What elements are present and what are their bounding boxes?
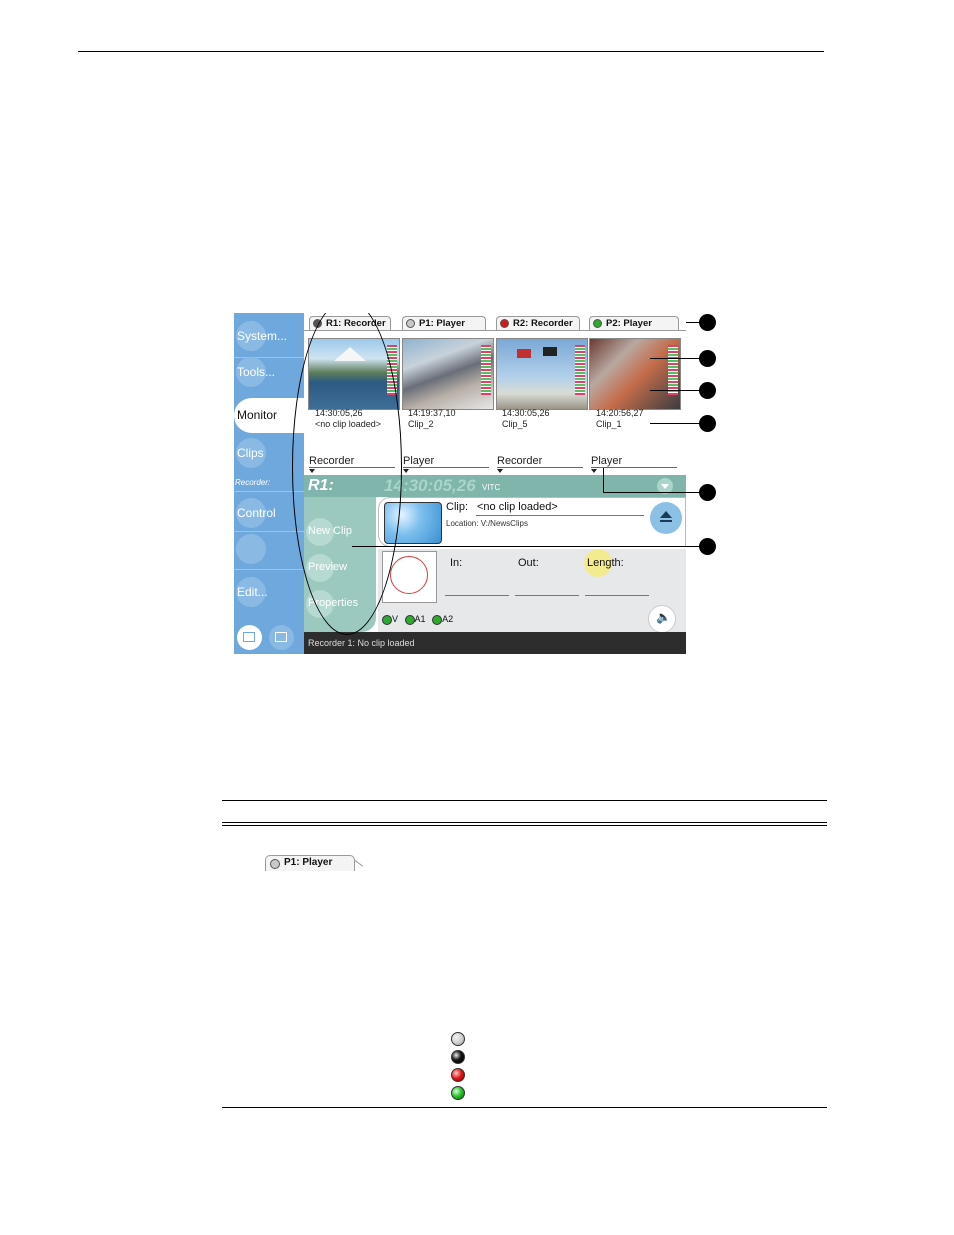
nav-edit-label: Edit... (237, 585, 268, 599)
layout-multi-button[interactable] (237, 625, 262, 650)
red-led-icon (451, 1068, 465, 1082)
preview-label: Preview (308, 561, 348, 573)
track-label: A1 (414, 614, 426, 624)
channel-clip-name: Clip_2 (408, 419, 434, 429)
nav-edit-button[interactable] (234, 574, 304, 610)
video-thumbnail[interactable] (589, 338, 681, 410)
track-label: A2 (442, 614, 454, 624)
callout-leader (352, 546, 700, 547)
table-top-rule (222, 800, 827, 801)
track-led-icon (405, 615, 415, 625)
layout-single-button[interactable] (269, 625, 294, 650)
nav-tools-label: Tools... (237, 365, 276, 379)
dropdown-arrow-icon (591, 469, 597, 473)
track-led-icon (382, 615, 392, 625)
channel-id: R1: (308, 477, 334, 494)
mark-out-label: Out: (518, 557, 539, 569)
audio-meter (481, 345, 491, 395)
flag-image (543, 347, 557, 356)
channel-timecode: 14:20:56,27 (596, 408, 644, 418)
mark-in-label: In: (450, 557, 463, 569)
track-indicators (382, 614, 453, 625)
nav-divider (234, 569, 304, 570)
screenshot-figure (234, 313, 686, 654)
channel-clip-name: Clip_5 (502, 419, 528, 429)
highlight-ellipse (292, 313, 402, 635)
black-led-icon (451, 1050, 465, 1064)
chevron-down-icon (661, 484, 669, 489)
callout-leader (686, 322, 700, 323)
clip-location: Location: V:/NewsClips (446, 519, 528, 528)
length-field[interactable] (585, 595, 649, 596)
eject-button[interactable] (650, 502, 682, 534)
callout-leader (650, 358, 700, 359)
callout-marker (699, 350, 716, 367)
table-header-rule (222, 825, 827, 826)
header-rule (78, 51, 824, 52)
nav-section-label: Recorder: (235, 478, 271, 487)
channel-type-select[interactable]: Player (591, 455, 677, 468)
tab-edge (354, 860, 363, 867)
out-field[interactable] (515, 595, 579, 596)
status-led-icon (593, 319, 602, 328)
channel-type-select[interactable]: Player (403, 455, 489, 468)
single-view-icon (275, 632, 287, 642)
video-thumbnail[interactable] (496, 338, 588, 410)
channel-type-select[interactable]: Recorder (309, 455, 395, 468)
dropdown-arrow-icon (497, 469, 503, 473)
nav-monitor-label: Monitor (237, 408, 278, 422)
callout-marker (699, 382, 716, 399)
callout-marker (699, 484, 716, 501)
new-clip-label: New Clip (308, 525, 353, 537)
callout-leader (603, 492, 700, 493)
in-field[interactable] (445, 595, 509, 596)
clip-label: Clip: (446, 501, 469, 513)
nav-clips-label: Clips (237, 446, 264, 460)
channel-timecode: 14:30:05,26 (315, 408, 363, 418)
tab-r2-recorder[interactable] (496, 316, 580, 330)
clip-panel (378, 497, 686, 547)
channel-clip-name: Clip_1 (596, 419, 622, 429)
nav-tools-button[interactable] (234, 354, 304, 390)
callout-marker (699, 314, 716, 331)
tab-label: R1: Recorder (326, 318, 386, 329)
callout-marker (699, 415, 716, 432)
video-thumbnail[interactable] (402, 338, 494, 410)
dial-ring (390, 556, 428, 594)
field-underline (476, 515, 644, 516)
flag-image (517, 349, 531, 358)
tab-label: R2: Recorder (513, 318, 573, 329)
nav-blank-button[interactable] (234, 531, 304, 567)
clip-name-field[interactable]: <no clip loaded> (477, 501, 558, 513)
audio-meter (668, 345, 678, 395)
status-led-icon (500, 319, 509, 328)
channel-clip-name: <no clip loaded> (315, 419, 382, 429)
audio-button[interactable] (648, 605, 676, 633)
tab-p2-player[interactable] (589, 316, 679, 330)
callout-marker (699, 538, 716, 555)
length-label: Length: (587, 557, 624, 569)
timecode-type: VITC (482, 483, 501, 492)
status-led-icon (406, 319, 415, 328)
dropdown-arrow-icon (403, 469, 409, 473)
callout-leader (650, 390, 700, 391)
example-tab (265, 855, 355, 871)
tab-label: P2: Player (606, 318, 652, 329)
main-timecode: 14:30:05,26 (384, 476, 476, 495)
track-led-icon (432, 615, 442, 625)
gray-led-icon (451, 1032, 465, 1046)
example-tab-label: P1: Player (284, 857, 333, 868)
table-header-rule (222, 822, 827, 823)
transport-panel (378, 549, 686, 632)
track-label: V (392, 614, 399, 624)
green-led-icon (451, 1086, 465, 1100)
channel-timecode: 14:30:05,26 (502, 408, 550, 418)
table-bottom-rule (222, 1107, 827, 1108)
callout-leader (650, 423, 700, 424)
multi-view-icon (243, 632, 255, 642)
tab-p1-player[interactable] (402, 316, 486, 330)
nav-system-label: System... (237, 329, 288, 343)
tab-label: P1: Player (419, 318, 465, 329)
nav-control-label: Control (237, 506, 276, 520)
status-led-icon (270, 859, 280, 869)
status-bar: Recorder 1: No clip loaded (304, 632, 686, 654)
audio-meter (575, 345, 585, 395)
nav-system-button[interactable] (234, 318, 304, 354)
channel-timecode: 14:19:37,10 (408, 408, 456, 418)
eject-bar (660, 520, 672, 522)
eject-icon (660, 511, 672, 518)
speaker-icon: 🔈 (656, 610, 671, 624)
channel-type-select[interactable]: Recorder (497, 455, 583, 468)
callout-leader (603, 468, 604, 493)
properties-label: Properties (308, 597, 359, 609)
